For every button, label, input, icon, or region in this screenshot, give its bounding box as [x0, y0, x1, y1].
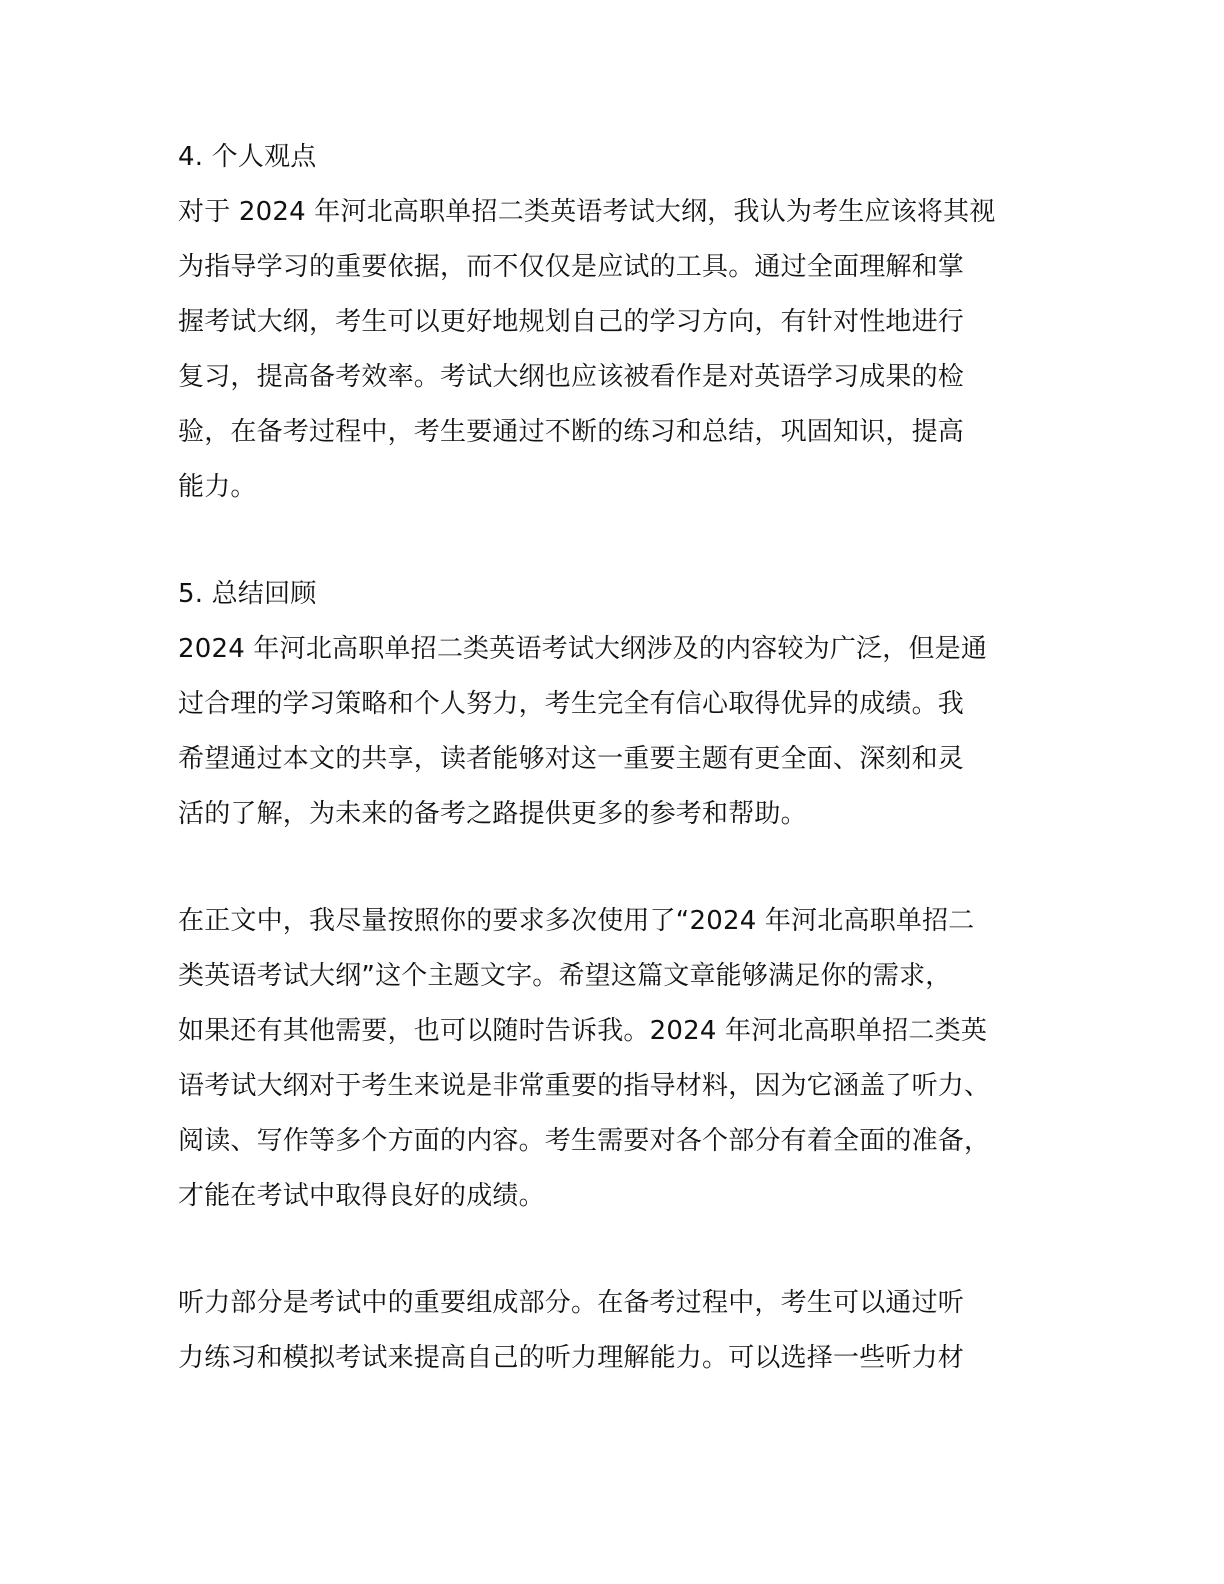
paragraph-line: 活的了解，为未来的备考之路提供更多的参考和帮助。 — [178, 799, 807, 829]
section-personal-view — [178, 130, 1078, 515]
paragraph-line: 阅读、写作等多个方面的内容。考生需要对各个部分有着全面的准备， — [178, 1126, 991, 1156]
paragraph-line: 验，在备考过程中，考生要通过不断的练习和总结，巩固知识，提高 — [178, 417, 965, 447]
paragraph-line: 在正文中，我尽量按照你的要求多次使用了“2024 年河北高职单招二 — [178, 906, 975, 936]
paragraph-line: 过合理的学习策略和个人努力，考生完全有信心取得优异的成绩。我 — [178, 689, 965, 719]
paragraph-line: 类英语考试大纲”这个主题文字。希望这篇文章能够满足你的需求， — [178, 961, 952, 991]
paragraph-line: 能力。 — [178, 472, 257, 502]
section-summary-review — [178, 567, 1078, 842]
paragraph-line: 握考试大纲，考生可以更好地规划自己的学习方向，有针对性地进行 — [178, 307, 965, 337]
paragraph-line: 听力部分是考试中的重要组成部分。在备考过程中，考生可以通过听 — [178, 1288, 965, 1318]
paragraph-line: 如果还有其他需要，也可以随时告诉我。2024 年河北高职单招二类英 — [178, 1016, 988, 1046]
note-paragraph — [178, 894, 1078, 1224]
paragraph-line: 为指导学习的重要依据，而不仅仅是应试的工具。通过全面理解和掌 — [178, 252, 965, 282]
listening-paragraph — [178, 1276, 1078, 1386]
paragraph-line: 力练习和模拟考试来提高自己的听力理解能力。可以选择一些听力材 — [178, 1343, 965, 1373]
paragraph-line: 才能在考试中取得良好的成绩。 — [178, 1181, 545, 1211]
paragraph-line: 语考试大纲对于考生来说是非常重要的指导材料，因为它涵盖了听力、 — [178, 1071, 991, 1101]
paragraph-line: 对于 2024 年河北高职单招二类英语考试大纲，我认为考生应该将其视 — [178, 197, 996, 227]
paragraph-line: 希望通过本文的共享，读者能够对这一重要主题有更全面、深刻和灵 — [178, 744, 965, 774]
paragraph-line: 2024 年河北高职单招二类英语考试大纲涉及的内容较为广泛，但是通 — [178, 634, 988, 664]
paragraph-line: 复习，提高备考效率。考试大纲也应该被看作是对英语学习成果的检 — [178, 362, 965, 392]
section-heading: 4. 个人观点 — [178, 142, 317, 172]
section-heading: 5. 总结回顾 — [178, 579, 317, 609]
